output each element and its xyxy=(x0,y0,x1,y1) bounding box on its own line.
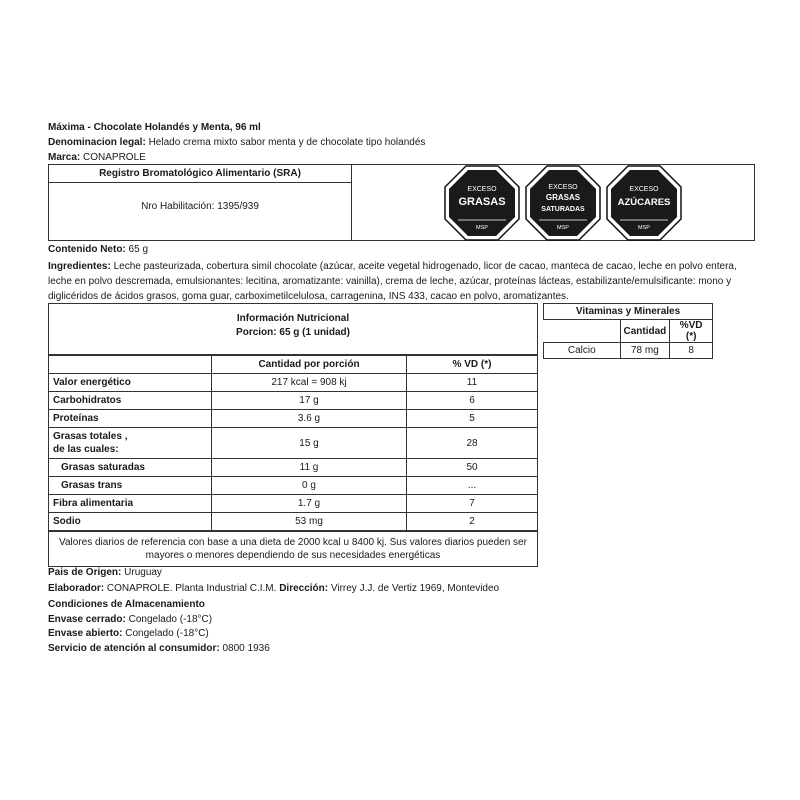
table-row xyxy=(49,513,537,531)
warning-line1: EXCESO xyxy=(548,184,578,191)
warning-octagon-grasas-saturadas xyxy=(525,165,601,241)
ingredients xyxy=(48,259,756,304)
header-blank xyxy=(544,320,621,343)
warning-msp: MSP xyxy=(557,225,569,231)
vitamins-title-row xyxy=(544,304,713,320)
storage-closed-label: Envase cerrado: xyxy=(48,614,126,625)
nutrient-qty: 0 g xyxy=(212,477,407,495)
storage-open xyxy=(48,628,209,639)
storage-title: Condiciones de Almacenamiento xyxy=(48,599,205,610)
sra-box xyxy=(48,164,755,241)
header-blank xyxy=(49,356,212,374)
brand-label: Marca: xyxy=(48,152,81,163)
nutrient-vd: 11 xyxy=(407,374,538,392)
nutrition-footnote: Valores diarios de referencia con base a una dieta de 2000 kcal u 8400 kj. Sus valores diarios pueden ser mayores o menores dependiendo de sus necesidades energéticas xyxy=(49,531,537,566)
nutrient-qty: 1.7 g xyxy=(212,495,407,513)
nutrient-vd: 50 xyxy=(407,459,538,477)
ingredients-label: Ingredientes: xyxy=(48,261,111,272)
brand xyxy=(48,151,146,165)
nutrient-qty: 17 g xyxy=(212,392,407,410)
nutrient-vd: ... xyxy=(407,477,538,495)
brand-value: CONAPROLE xyxy=(80,152,146,163)
nutrient-vd: 5 xyxy=(407,410,538,428)
nutrient-qty: 15 g xyxy=(212,428,407,459)
nutrient-qty: 217 kcal = 908 kj xyxy=(212,374,407,392)
table-row xyxy=(49,410,537,428)
mineral-qty: 78 mg xyxy=(620,343,670,359)
elaborador-value: CONAPROLE. Planta Industrial C.I.M. xyxy=(104,583,280,594)
legal-denomination xyxy=(48,136,425,150)
nutrient-qty: 11 g xyxy=(212,459,407,477)
nutrient-vd: 28 xyxy=(407,428,538,459)
net-content-label: Contenido Neto: xyxy=(48,244,126,255)
net-content xyxy=(48,243,148,257)
net-content-value: 65 g xyxy=(125,244,149,255)
nutrient-vd: 7 xyxy=(407,495,538,513)
storage-closed xyxy=(48,614,212,625)
legal-value: Helado crema mixto sabor menta y de chocolate tipo holandés xyxy=(145,137,426,148)
nutrient-qty: 53 mg xyxy=(212,513,407,531)
elaborador xyxy=(48,583,499,594)
legal-label: Denominacion legal: xyxy=(48,137,146,148)
warning-msp: MSP xyxy=(476,225,488,231)
address-label: Dirección: xyxy=(279,583,329,594)
nutrient-vd: 2 xyxy=(407,513,538,531)
nutrition-col-header xyxy=(49,356,537,374)
nutrient-name: Grasas trans xyxy=(49,477,212,495)
warning-line1: EXCESO xyxy=(467,186,497,193)
warning-line2: AZÚCARES xyxy=(617,197,671,208)
warning-line3: SATURADAS xyxy=(541,206,585,213)
nutrient-name: Carbohidratos xyxy=(49,392,212,410)
nutrition-title: Información Nutricional xyxy=(236,313,350,324)
table-row xyxy=(544,343,713,359)
nutrition-table xyxy=(48,303,538,567)
col-qty-header: Cantidad por porción xyxy=(212,356,407,374)
col-vd-header: %VD (*) xyxy=(670,320,713,343)
nutrient-qty: 3.6 g xyxy=(212,410,407,428)
warning-line2: GRASAS xyxy=(545,193,581,202)
nutrient-name: Sodio xyxy=(49,513,212,531)
col-qty-header: Cantidad xyxy=(620,320,670,343)
address-value: Virrey J.J. de Vertiz 1969, Montevideo xyxy=(328,583,500,594)
nutrient-vd: 6 xyxy=(407,392,538,410)
nutrient-name xyxy=(49,428,212,459)
sra-column xyxy=(49,165,352,240)
table-row xyxy=(49,495,537,513)
ingredients-text: Leche pasteurizada, cobertura simil chocolate (azúcar, aceite vegetal hidrogenado, licor de cacao, manteca de cacao, leche en polvo entera, leche en polvo descremada, emulsionantes: lecitina, aromatizante: vainilla), crema de leche, azúcar, proteínas lácteas, estabilizante/emulsificante: mono y diglicéridos de ácidos grasos, goma guar, carboximetilcelulosa, carragenina, INS 433, cacao en polvo, aromatizantes. xyxy=(48,261,737,302)
vitamins-col-header xyxy=(544,320,713,343)
product-title: Máxima - Chocolate Holandés y Menta, 96 ml xyxy=(48,122,261,133)
nutrient-name: Proteínas xyxy=(49,410,212,428)
table-row xyxy=(49,392,537,410)
nutrient-name-line1: Grasas totales , xyxy=(53,431,128,442)
nutrient-name: Fibra alimentaria xyxy=(49,495,212,513)
storage-closed-value: Congelado (-18°C) xyxy=(125,614,213,625)
nutrient-name: Valor energético xyxy=(49,374,212,392)
nutrient-name: Grasas saturadas xyxy=(49,459,212,477)
consumer-service-value: 0800 1936 xyxy=(219,643,270,654)
warning-line1: EXCESO xyxy=(629,186,659,193)
table-row xyxy=(49,459,537,477)
table-row xyxy=(49,477,537,495)
origin-value: Uruguay xyxy=(121,567,162,578)
storage-open-value: Congelado (-18°C) xyxy=(122,628,209,639)
nutrition-portion: Porcion: 65 g (1 unidad) xyxy=(236,327,350,338)
warning-line2: GRASAS xyxy=(458,196,506,208)
consumer-service-label: Servicio de atención al consumidor: xyxy=(48,643,220,654)
nutrient-name-line2: de las cuales: xyxy=(53,444,119,455)
nutrition-header xyxy=(49,304,537,355)
mineral-vd: 8 xyxy=(670,343,713,359)
table-row xyxy=(49,428,537,459)
warning-octagon-azucares xyxy=(606,165,682,241)
col-vd-header: % VD (*) xyxy=(407,356,538,374)
origin-label: Pais de Origen: xyxy=(48,567,122,578)
vitamins-table xyxy=(543,303,713,359)
warning-octagon-grasas xyxy=(444,165,520,241)
consumer-service xyxy=(48,643,270,654)
table-row xyxy=(49,374,537,392)
warning-msp: MSP xyxy=(638,225,650,231)
mineral-name: Calcio xyxy=(544,343,621,359)
elaborador-label: Elaborador: xyxy=(48,583,105,594)
origin xyxy=(48,567,162,578)
sra-habilitacion: Nro Habilitación: 1395/939 xyxy=(141,201,259,212)
storage-open-label: Envase abierto: xyxy=(48,628,123,639)
sra-header: Registro Bromatológico Alimentario (SRA) xyxy=(49,165,351,183)
vitamins-title: Vitaminas y Minerales xyxy=(544,304,713,320)
